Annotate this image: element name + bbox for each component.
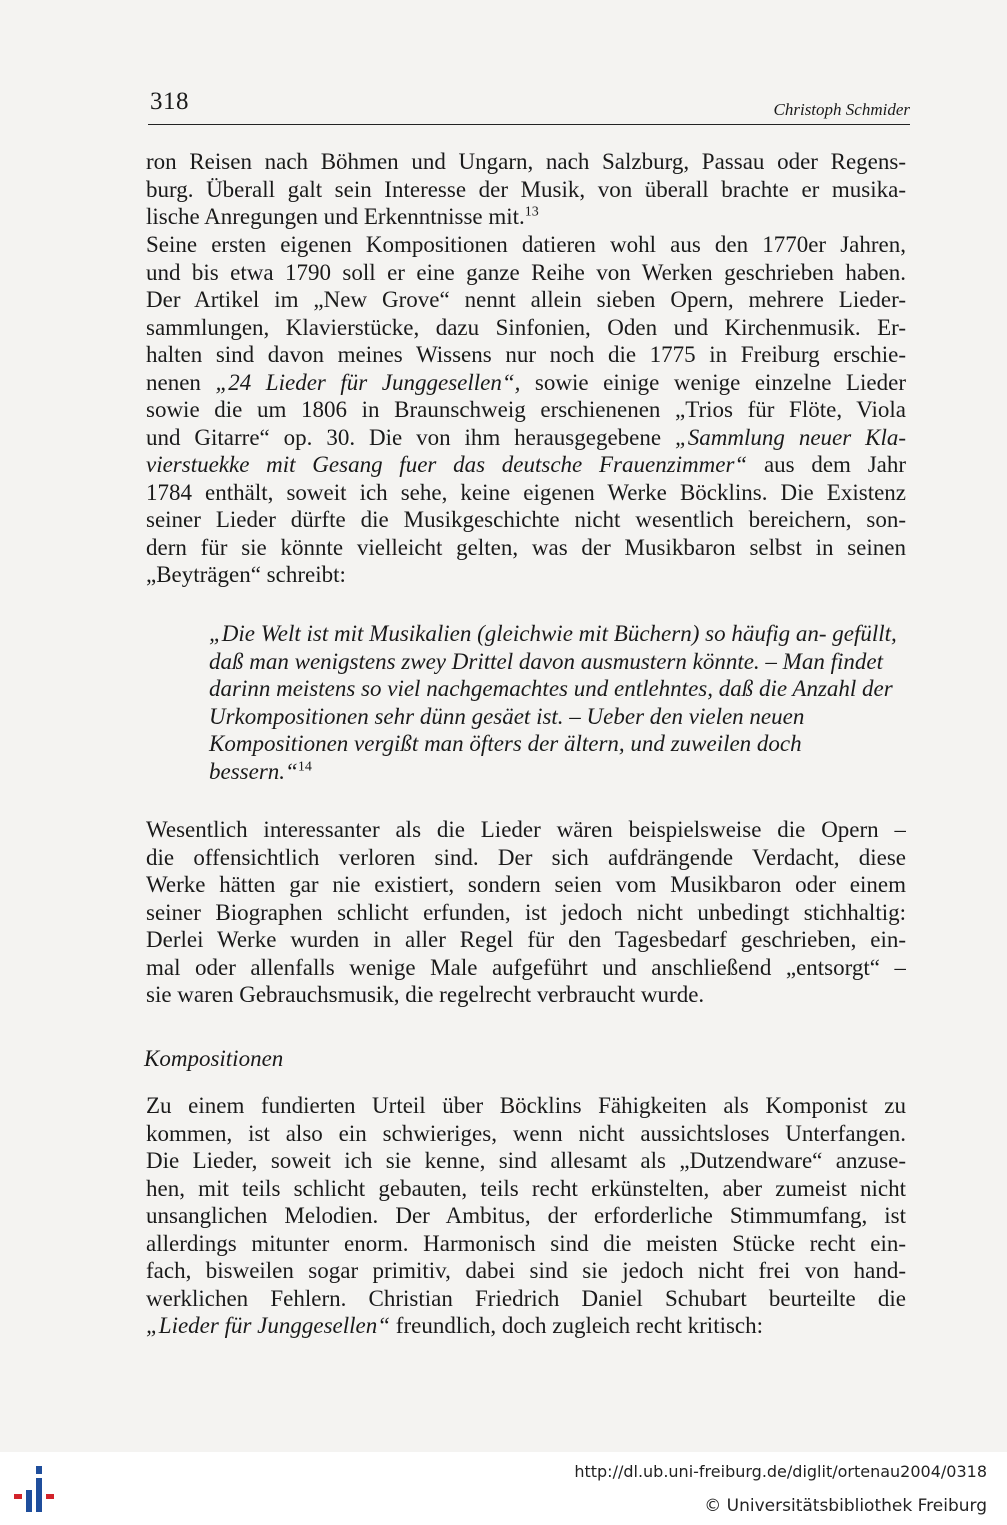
text-line [146, 1312, 906, 1340]
text-line: seiner Biographen schlicht erfunden, ist jedoch nicht unbedingt stichhaltig: [146, 899, 906, 925]
text-line: hen, mit teils schlicht gebauten, teils recht erkünstelten, aber zumeist nicht [146, 1175, 906, 1201]
text-line: Die Lieder, soweit ich sie kenne, sind allesamt als „Dutzendware“ anzuse- [146, 1148, 906, 1173]
page-number: 318 [150, 88, 189, 115]
quote-line: gefüllt, daß man wenigstens zwey Drittel davon ausmustern könnte. [209, 621, 897, 674]
library-logo-icon [12, 1464, 64, 1514]
section-heading: Kompositionen [144, 1046, 284, 1071]
paragraph-1 [146, 148, 906, 231]
text-line [146, 451, 906, 479]
quote-line: „Die Welt ist mit Musikalien (gleichwie mit Büchern) so häufig an- [209, 621, 827, 646]
text-line: und bis etwa 1790 soll er eine ganze Reihe von Werken geschrieben haben. [146, 259, 906, 285]
text-line: unsanglichen Melodien. Der Ambitus, der erforderliche Stimmumfang, ist [146, 1203, 906, 1228]
text-line: halten sind davon meines Wissens nur noch die 1775 in Freiburg erschie- [146, 342, 906, 367]
quote-line: den vielen neuen Kompositionen vergißt man öfters der ältern, und [209, 703, 805, 756]
text-line [146, 369, 906, 397]
text-line-content: lische Anregungen und Erkenntnisse mit. [146, 204, 525, 229]
footnote-ref: 14 [297, 758, 312, 774]
copyright-notice: © Universitätsbibliothek Freiburg [704, 1496, 987, 1516]
text-run: und Gitarre“ op. 30. Die von ihm herausgegebene [146, 424, 675, 450]
text-line: sammlungen, Klavierstücke, dazu Sinfonien, Oden und Kirchenmusik. Er- [146, 314, 906, 340]
permalink-url[interactable]: http://dl.ub.uni-freiburg.de/diglit/ortenau2004/0318 [574, 1462, 987, 1481]
text-line: seiner Lieder dürfte die Musikgeschichte nicht wesentlich bereichern, son- [146, 507, 906, 532]
text-line: Wesentlich interessanter als die Lieder wären beispielsweise die Opern – [146, 817, 906, 842]
text-run: zuweilen doch bessern.“ [209, 731, 802, 784]
paragraph-4 [146, 1092, 906, 1340]
paragraph-3 [146, 816, 906, 1009]
text-run: sowie einige wenige einzelne Lieder [520, 369, 906, 395]
text-line: fach, bisweilen sogar primitiv, dabei sind sie jedoch nicht frei von hand- [146, 1258, 906, 1283]
text-line: 1784 enthält, soweit ich sehe, keine eigenen Werke Böcklins. Die Existenz [146, 479, 906, 505]
text-line: Der Artikel im „New Grove“ nennt allein sieben Opern, mehrere Lieder- [146, 287, 906, 312]
running-head: Christoph Schmider [773, 100, 910, 119]
work-title: „Sammlung neuer Kla- [675, 424, 906, 450]
text-line: sie waren Gebrauchsmusik, die regelrecht verbraucht wurde. [146, 982, 705, 1007]
text-line: werklichen Fehlern. Christian Friedrich Daniel Schubart beurteilte die [146, 1285, 906, 1311]
text-line: burg. Überall galt sein Interesse der Musik, von überall brachte er musika- [146, 176, 906, 202]
quote-line: daß die Anzahl der Urkompositionen sehr dünn gesäet ist. – Ueber [209, 676, 893, 729]
text-line: dern für sie könnte vielleicht gelten, was der Musikbaron selbst in seinen [146, 534, 906, 560]
quote-line: – Man findet darinn meistens so viel nachgemachtes und entlehntes, [209, 648, 883, 701]
text-line [146, 424, 906, 452]
work-title: vierstuekke mit Gesang fuer das deutsche Frauenzimmer“ [146, 452, 748, 477]
text-run: aus dem Jahr [747, 452, 906, 477]
text-line: „Beyträgen“ schreibt: [146, 562, 346, 587]
text-run: freundlich, doch zugleich recht kritisch: [390, 1313, 764, 1338]
library-footer [0, 1452, 1007, 1525]
block-quote [209, 620, 906, 785]
text-line: Zu einem fundierten Urteil über Böcklins Fähigkeiten als Komponist zu [146, 1093, 906, 1118]
text-run: nenen [146, 369, 216, 395]
text-line: ron Reisen nach Böhmen und Ungarn, nach Salzburg, Passau oder Regens- [146, 149, 906, 174]
footnote-ref: 13 [524, 204, 539, 220]
text-line: Seine ersten eigenen Kompositionen datieren wohl aus den 1770er Jahren, [146, 232, 906, 257]
text-line: Werke hätten gar nie existiert, sondern seien vom Musikbaron oder einem [146, 872, 906, 897]
text-line: die offensichtlich verloren sind. Der sich aufdrängende Verdacht, diese [146, 844, 906, 870]
paragraph-2 [146, 231, 906, 589]
work-title: „24 Lieder für Junggesellen“, [215, 369, 521, 395]
page-header [148, 88, 910, 125]
text-line: Derlei Werke wurden in aller Regel für den Tagesbedarf geschrieben, ein- [146, 927, 906, 952]
text-line: allerdings mitunter enorm. Harmonisch sind die meisten Stücke recht ein- [146, 1230, 906, 1256]
work-title: „Lieder für Junggesellen“ [146, 1313, 391, 1338]
text-line: sowie die um 1806 in Braunschweig erschienenen „Trios für Flöte, Viola [146, 397, 906, 422]
text-line [146, 203, 906, 231]
text-line: kommen, ist also ein schwieriges, wenn nicht aussichtsloses Unterfangen. [146, 1120, 906, 1146]
text-line: mal oder allenfalls wenige Male aufgeführt und anschließend „entsorgt“ – [146, 954, 906, 980]
